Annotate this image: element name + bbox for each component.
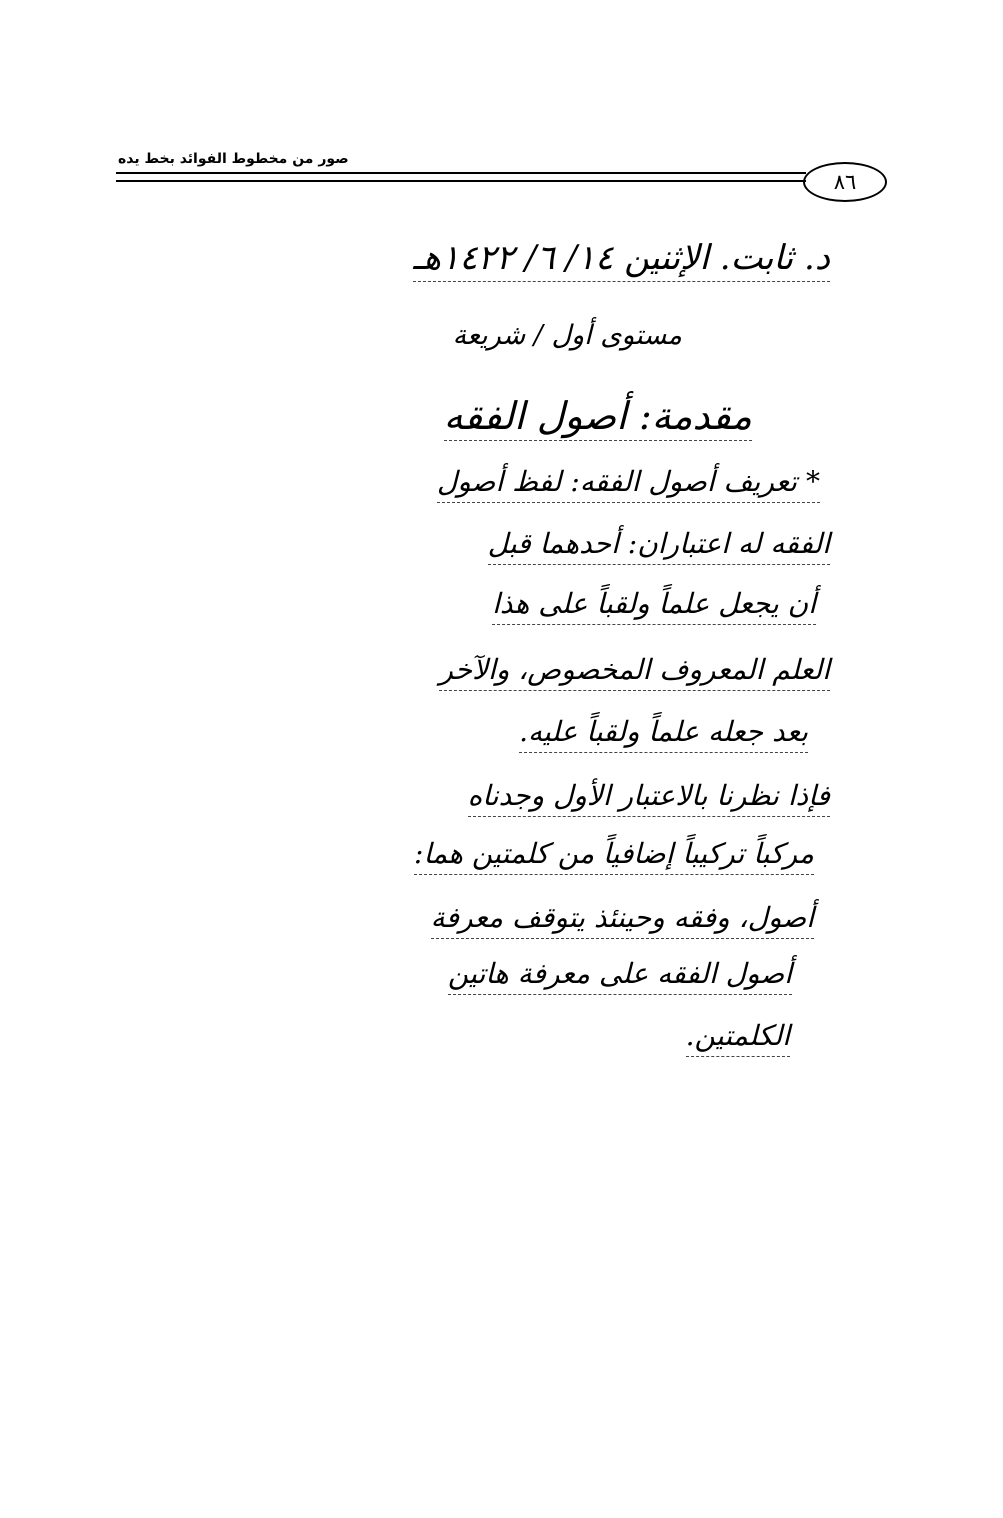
manuscript-line-12: أصول الفقه على معرفة هاتين <box>448 954 792 995</box>
manuscript-line-1: د. ثابت. الإثنين ١٤/ ٦/ ١٤٢٢هـ <box>413 235 830 282</box>
page-number: ٨٦ <box>803 162 887 202</box>
manuscript-line-6: أن يجعل علماً ولقباً على هذا <box>492 584 816 625</box>
manuscript-line-10: مركباً تركيباً إضافياً من كلمتين هما: <box>414 834 814 875</box>
manuscript-line-11: أصول، وفقه وحينئذ يتوقف معرفة <box>431 898 814 939</box>
header-rule-top <box>116 172 806 174</box>
header-rule-bottom <box>116 180 806 182</box>
running-header-title: صور من مخطوط الفوائد بخط يده <box>118 151 349 167</box>
manuscript-line-2: مستوى أول / شريعة <box>452 320 682 351</box>
manuscript-line-5: الفقه له اعتباران: أحدهما قبل <box>488 524 830 565</box>
manuscript-line-7: العلم المعروف المخصوص، والآخر <box>439 650 830 691</box>
manuscript-line-3: مقدمة: أصول الفقه <box>444 392 752 441</box>
manuscript-line-8: بعد جعله علماً ولقباً عليه. <box>519 712 808 753</box>
manuscript-line-13: الكلمتين. <box>686 1016 790 1057</box>
manuscript-line-4: * تعريف أصول الفقه: لفظ أصول <box>437 462 820 503</box>
manuscript-line-9: فإذا نظرنا بالاعتبار الأول وجدناه <box>468 776 830 817</box>
